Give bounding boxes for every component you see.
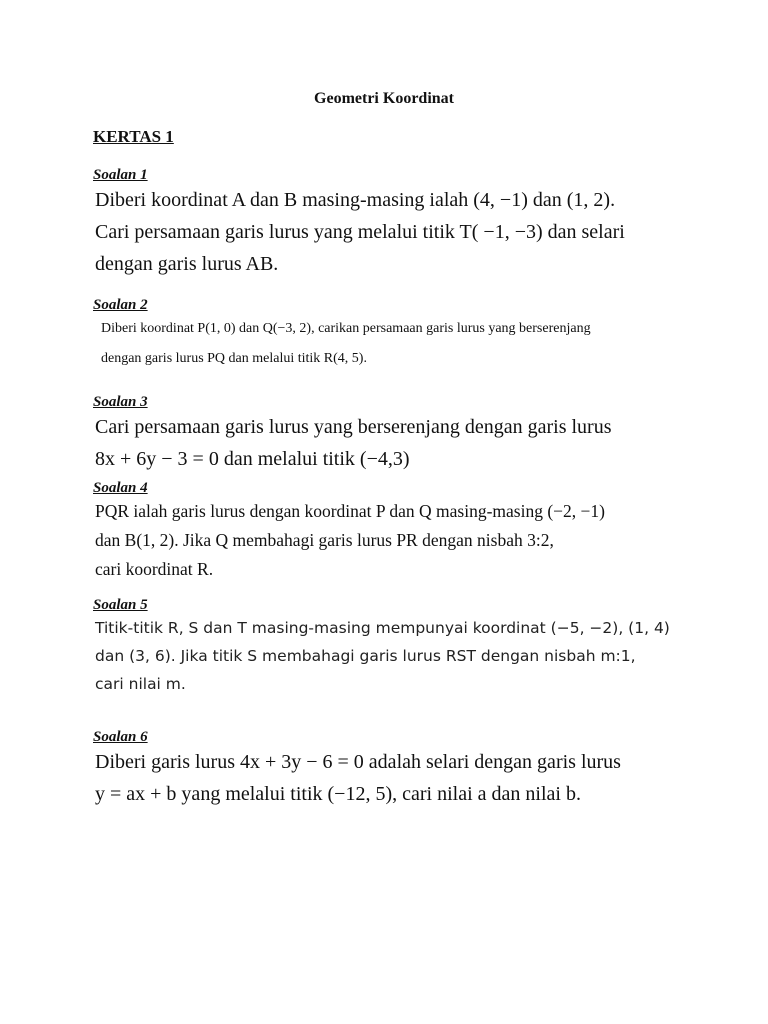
- question-label: Soalan 2: [93, 297, 148, 313]
- question-label: Soalan 1: [93, 167, 148, 183]
- question-text-line: dan (3, 6). Jika titik S membahagi garis lurus RST dengan nisbah m:1,: [95, 647, 636, 665]
- section-heading: KERTAS 1: [93, 127, 174, 146]
- question-label: Soalan 5: [93, 597, 148, 613]
- question-text-line: Cari persamaan garis lurus yang melalui titik T( −1, −3) dan selari: [95, 221, 625, 243]
- question-label: Soalan 6: [93, 729, 148, 745]
- question-label: Soalan 3: [93, 394, 148, 410]
- question-text-line: Cari persamaan garis lurus yang berserenjang dengan garis lurus: [95, 416, 612, 438]
- question-text-line: y = ax + b yang melalui titik (−12, 5), cari nilai a dan nilai b.: [95, 783, 581, 805]
- question-2: [93, 297, 591, 374]
- question-1: [93, 167, 625, 280]
- question-text-line: dengan garis lurus AB.: [95, 253, 279, 275]
- question-text-line: Diberi koordinat P(1, 0) dan Q(−3, 2), carikan persamaan garis lurus yang berserenjang: [101, 321, 591, 336]
- question-label: Soalan 4: [93, 480, 148, 496]
- question-text-line: dan B(1, 2). Jika Q membahagi garis lurus PR dengan nisbah 3:2,: [95, 530, 554, 550]
- question-text-line: Titik-titik R, S dan T masing-masing mempunyai koordinat (−5, −2), (1, 4): [95, 619, 670, 637]
- question-text-line: 8x + 6y − 3 = 0 dan melalui titik (−4,3): [95, 448, 410, 470]
- question-5: [93, 597, 670, 698]
- question-text-line: PQR ialah garis lurus dengan koordinat P dan Q masing-masing (−2, −1): [95, 501, 605, 521]
- question-text-line: cari koordinat R.: [95, 559, 214, 579]
- document-title: Geometri Koordinat: [314, 90, 454, 107]
- question-text-line: Diberi garis lurus 4x + 3y − 6 = 0 adalah selari dengan garis lurus: [95, 751, 621, 773]
- question-6: [93, 729, 621, 810]
- question-text-line: dengan garis lurus PQ dan melalui titik R(4, 5).: [101, 351, 367, 366]
- question-text-line: Diberi koordinat A dan B masing-masing ialah (4, −1) dan (1, 2).: [95, 189, 616, 211]
- question-3: [93, 394, 612, 475]
- question-text-line: cari nilai m.: [95, 675, 186, 693]
- question-4: [93, 480, 605, 584]
